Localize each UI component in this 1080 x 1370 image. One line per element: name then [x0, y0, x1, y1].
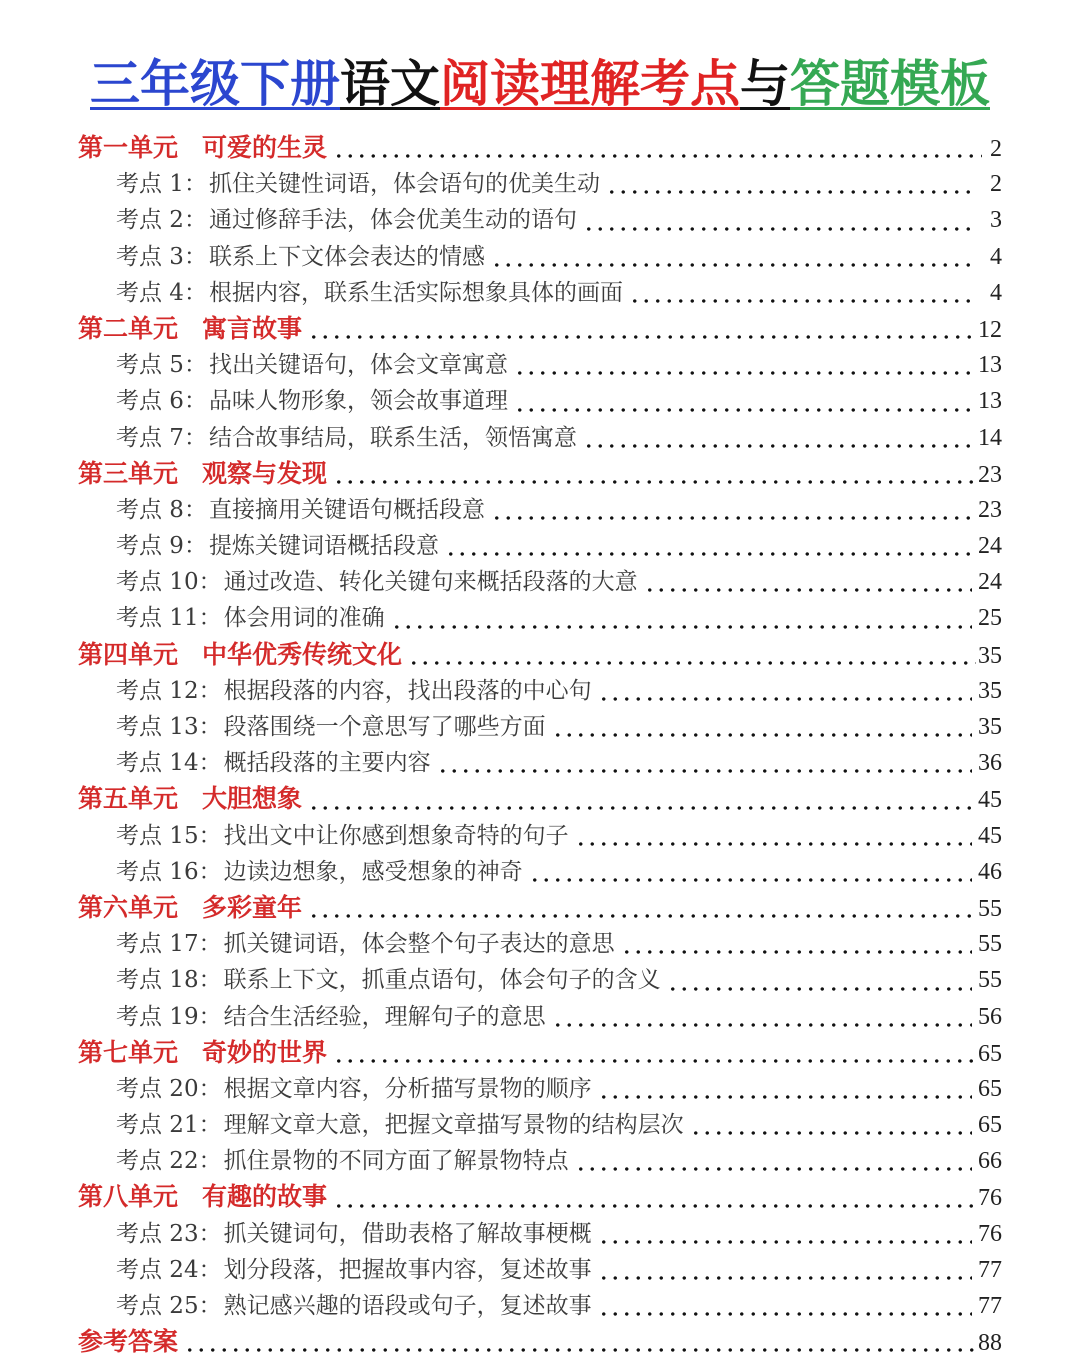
topic-label: 考点 9： — [116, 533, 207, 560]
topic-text — [116, 239, 485, 275]
topic-name: 通过改造、转化关键句来概括段落的大意 — [223, 569, 638, 596]
topic-text — [116, 1252, 592, 1288]
topic-name: 找出文中让你感到想象奇特的句子 — [223, 822, 569, 849]
title-part-template: 答题模板 — [790, 54, 990, 113]
topic-name: 体会用词的准确 — [223, 605, 385, 632]
dot-leader — [690, 1116, 972, 1136]
page-number: 65 — [978, 1040, 1002, 1067]
toc-topic-entry[interactable] — [78, 420, 1002, 456]
unit-name: 寓言故事 — [202, 313, 303, 343]
page-number: 46 — [978, 858, 1002, 885]
page-number: 2 — [990, 136, 1002, 162]
page-number: 36 — [978, 750, 1002, 777]
unit-name: 可爱的生灵 — [202, 133, 328, 162]
topic-name: 联系上下文体会表达的情感 — [208, 243, 485, 270]
unit-name: 大胆想象 — [202, 784, 303, 814]
dot-leader — [333, 1044, 976, 1064]
page-number: 35 — [978, 677, 1002, 704]
dot-leader — [529, 863, 972, 883]
page-number: 12 — [978, 316, 1002, 343]
dot-leader — [621, 935, 972, 955]
toc-topic-entry[interactable] — [78, 1107, 1002, 1143]
unit-name: 奇妙的世界 — [202, 1037, 328, 1067]
toc-topic-entry[interactable] — [78, 999, 1002, 1035]
topic-label: 考点 6： — [116, 388, 207, 415]
page-number: 65 — [978, 1112, 1002, 1139]
topic-name: 边读边想象，感受想象的神奇 — [223, 858, 523, 885]
topic-label: 考点 18： — [116, 967, 222, 994]
topic-name: 根据文章内容，分析描写景物的顺序 — [223, 1075, 592, 1102]
toc-unit-entry[interactable] — [78, 311, 1002, 347]
dot-leader — [552, 1008, 972, 1028]
dot-leader — [333, 1189, 976, 1209]
topic-text — [116, 347, 508, 383]
topic-label: 考点 23： — [116, 1220, 222, 1247]
unit-label: 参考答案 — [78, 1327, 179, 1357]
toc-topic-entry[interactable] — [78, 528, 1002, 564]
toc-topic-entry[interactable] — [78, 166, 1002, 202]
topic-text — [116, 1107, 684, 1143]
page-number: 55 — [978, 931, 1002, 958]
unit-heading — [78, 456, 327, 492]
dot-leader — [629, 284, 978, 304]
topic-name: 根据段落的内容，找出段落的中心句 — [223, 677, 592, 704]
toc-unit-entry[interactable] — [78, 1179, 1002, 1215]
unit-name: 有趣的故事 — [202, 1182, 328, 1212]
topic-name: 根据内容，联系生活实际想象具体的画面 — [208, 279, 623, 306]
unit-heading — [78, 130, 327, 166]
dot-leader — [598, 1297, 972, 1317]
topic-name: 理解文章大意，把握文章描写景物的结构层次 — [223, 1112, 684, 1139]
unit-heading — [78, 311, 302, 347]
toc-topic-entry[interactable] — [78, 926, 1002, 962]
topic-text — [116, 962, 661, 998]
topic-label: 考点 3： — [116, 243, 207, 270]
topic-name: 抓关键词语，体会整个句子表达的意思 — [223, 931, 615, 958]
dot-leader — [408, 646, 976, 666]
topic-label: 考点 25： — [116, 1293, 222, 1319]
page-number: 2 — [990, 171, 1002, 198]
topic-text — [116, 528, 439, 564]
page-number: 23 — [978, 461, 1002, 488]
page-number: 45 — [978, 787, 1002, 814]
page-number: 55 — [978, 895, 1002, 922]
dot-leader — [391, 610, 972, 630]
toc-unit-entry[interactable] — [78, 130, 1002, 166]
topic-name: 划分段落，把握故事内容，复述故事 — [223, 1256, 592, 1283]
topic-label: 考点 11： — [116, 605, 222, 632]
dot-leader — [667, 972, 972, 992]
dot-leader — [514, 356, 972, 376]
unit-label: 第四单元 — [78, 639, 179, 669]
dot-leader — [514, 393, 972, 413]
toc-topic-entry[interactable] — [78, 745, 1002, 781]
topic-label: 考点 13： — [116, 714, 222, 740]
toc-unit-entry[interactable] — [78, 456, 1002, 492]
topic-label: 考点 2： — [116, 207, 207, 234]
dot-leader — [598, 1225, 972, 1245]
page-number: 14 — [978, 424, 1002, 451]
topic-text — [116, 1216, 592, 1252]
toc-topic-entry[interactable] — [78, 383, 1002, 419]
dot-leader — [491, 248, 978, 268]
page-number: 13 — [978, 352, 1002, 379]
topic-text — [116, 854, 523, 890]
toc-topic-entry[interactable] — [78, 962, 1002, 998]
page-number: 35 — [978, 714, 1002, 740]
toc-topic-entry[interactable] — [78, 347, 1002, 383]
toc-topic-entry[interactable] — [78, 818, 1002, 854]
topic-label: 考点 10： — [116, 569, 222, 596]
dot-leader — [583, 429, 972, 449]
table-of-contents — [78, 130, 1002, 1360]
toc-unit-entry[interactable] — [78, 890, 1002, 926]
topic-label: 考点 5： — [116, 352, 207, 379]
unit-heading — [78, 637, 402, 673]
topic-text — [116, 1071, 592, 1107]
topic-label: 考点 1： — [116, 171, 207, 198]
topic-text — [116, 818, 569, 854]
toc-unit-entry[interactable] — [78, 1324, 1002, 1360]
page-number: 65 — [978, 1075, 1002, 1102]
unit-label: 第八单元 — [78, 1182, 179, 1212]
page-number: 35 — [978, 642, 1002, 669]
topic-name: 抓住关键性词语，体会语句的优美生动 — [208, 171, 600, 198]
page-number: 24 — [978, 533, 1002, 560]
topic-text — [116, 600, 385, 636]
dot-leader — [598, 1080, 972, 1100]
topic-name: 抓关键词句，借助表格了解故事梗概 — [223, 1220, 592, 1247]
topic-label: 考点 8： — [116, 496, 207, 523]
unit-heading — [78, 781, 302, 817]
toc-topic-entry[interactable] — [78, 1143, 1002, 1179]
page-number: 24 — [978, 569, 1002, 596]
toc-topic-entry[interactable] — [78, 854, 1002, 890]
topic-label: 考点 15： — [116, 822, 222, 849]
topic-name: 品味人物形象，领会故事道理 — [208, 388, 508, 415]
page-number: 4 — [990, 279, 1002, 306]
topic-label: 考点 21： — [116, 1112, 222, 1139]
dot-leader — [644, 573, 972, 593]
dot-leader — [583, 212, 978, 232]
topic-text — [116, 166, 600, 202]
page-number: 76 — [978, 1220, 1002, 1247]
topic-text — [116, 745, 431, 781]
dot-leader — [598, 1261, 972, 1281]
page-number: 55 — [978, 967, 1002, 994]
dot-leader — [437, 754, 972, 774]
title-part-topic: 阅读理解考点 — [440, 54, 740, 113]
unit-label: 第一单元 — [78, 133, 179, 162]
topic-label: 考点 12： — [116, 677, 222, 704]
topic-text — [116, 420, 577, 456]
topic-text — [116, 275, 623, 311]
unit-label: 第三单元 — [78, 458, 179, 488]
topic-text — [116, 564, 638, 600]
dot-leader — [606, 175, 978, 195]
dot-leader — [575, 827, 972, 847]
dot-leader — [552, 718, 972, 738]
title-part-and: 与 — [740, 54, 790, 113]
topic-name: 熟记感兴趣的语段或句子，复述故事 — [223, 1293, 592, 1319]
topic-name: 直接摘用关键语句概括段意 — [208, 496, 485, 523]
topic-name: 联系上下文，抓重点语句，体会句子的含义 — [223, 967, 661, 994]
topic-name: 结合生活经验，理解句子的意思 — [223, 1003, 546, 1030]
topic-text — [116, 383, 508, 419]
toc-topic-entry[interactable] — [78, 600, 1002, 636]
page-number: 76 — [978, 1185, 1002, 1212]
topic-name: 概括段落的主要内容 — [223, 750, 431, 777]
topic-name: 段落围绕一个意思写了哪些方面 — [223, 714, 546, 740]
toc-unit-entry[interactable] — [78, 637, 1002, 673]
page-number: 56 — [978, 1003, 1002, 1030]
page-number: 13 — [978, 388, 1002, 415]
toc-topic-entry[interactable] — [78, 709, 1002, 745]
unit-name: 中华优秀传统文化 — [202, 639, 403, 669]
unit-heading — [78, 1179, 327, 1215]
dot-leader — [333, 139, 982, 159]
topic-text — [116, 202, 577, 238]
topic-text — [116, 1288, 592, 1324]
topic-label: 考点 14： — [116, 750, 222, 777]
title-part-grade: 三年级下册 — [90, 54, 340, 113]
dot-leader — [184, 1333, 976, 1353]
toc-topic-entry[interactable] — [78, 492, 1002, 528]
dot-leader — [308, 899, 976, 919]
topic-label: 考点 16： — [116, 858, 222, 885]
document-title — [0, 52, 1080, 116]
unit-label: 第六单元 — [78, 892, 179, 922]
unit-label: 第二单元 — [78, 313, 179, 343]
toc-unit-entry[interactable] — [78, 781, 1002, 817]
topic-name: 通过修辞手法，体会优美生动的语句 — [208, 207, 577, 234]
page-number: 88 — [978, 1330, 1002, 1357]
toc-topic-entry[interactable] — [78, 275, 1002, 311]
toc-topic-entry[interactable] — [78, 673, 1002, 709]
dot-leader — [308, 320, 976, 340]
toc-topic-entry[interactable] — [78, 1216, 1002, 1252]
page-number: 45 — [978, 822, 1002, 849]
toc-topic-entry[interactable] — [78, 1288, 1002, 1324]
page-number: 66 — [978, 1148, 1002, 1175]
unit-heading — [78, 1035, 327, 1071]
dot-leader — [308, 791, 976, 811]
page-number: 23 — [978, 496, 1002, 523]
topic-label: 考点 4： — [116, 279, 207, 306]
unit-label: 第五单元 — [78, 784, 179, 814]
topic-name: 提炼关键词语概括段意 — [208, 533, 439, 560]
toc-unit-entry[interactable] — [78, 1035, 1002, 1071]
topic-text — [116, 926, 615, 962]
unit-heading — [78, 890, 302, 926]
toc-topic-entry[interactable] — [78, 239, 1002, 275]
topic-label: 考点 17： — [116, 931, 222, 958]
topic-name: 抓住景物的不同方面了解景物特点 — [223, 1148, 569, 1175]
page-number: 77 — [978, 1293, 1002, 1319]
page-number: 3 — [990, 207, 1002, 234]
title-part-subject: 语文 — [340, 54, 440, 113]
unit-name: 多彩童年 — [202, 892, 303, 922]
unit-name: 观察与发现 — [202, 458, 328, 488]
topic-label: 考点 22： — [116, 1148, 222, 1175]
topic-text — [116, 709, 546, 745]
topic-text — [116, 673, 592, 709]
unit-label: 第七单元 — [78, 1037, 179, 1067]
topic-text — [116, 1143, 569, 1179]
topic-label: 考点 19： — [116, 1003, 222, 1030]
page-number: 25 — [978, 605, 1002, 632]
topic-text — [116, 999, 546, 1035]
topic-label: 考点 24： — [116, 1256, 222, 1283]
toc-topic-entry[interactable] — [78, 1252, 1002, 1288]
page-number: 4 — [990, 243, 1002, 270]
topic-name: 找出关键语句，体会文章寓意 — [208, 352, 508, 379]
topic-text — [116, 492, 485, 528]
page-number: 77 — [978, 1256, 1002, 1283]
unit-heading — [78, 1324, 178, 1360]
dot-leader — [333, 465, 976, 485]
dot-leader — [445, 537, 972, 557]
dot-leader — [575, 1152, 972, 1172]
toc-topic-entry[interactable] — [78, 1071, 1002, 1107]
dot-leader — [598, 682, 972, 702]
topic-name: 结合故事结局，联系生活，领悟寓意 — [208, 424, 577, 451]
toc-topic-entry[interactable] — [78, 202, 1002, 238]
topic-label: 考点 20： — [116, 1075, 222, 1102]
topic-label: 考点 7： — [116, 424, 207, 451]
dot-leader — [491, 501, 972, 521]
toc-topic-entry[interactable] — [78, 564, 1002, 600]
